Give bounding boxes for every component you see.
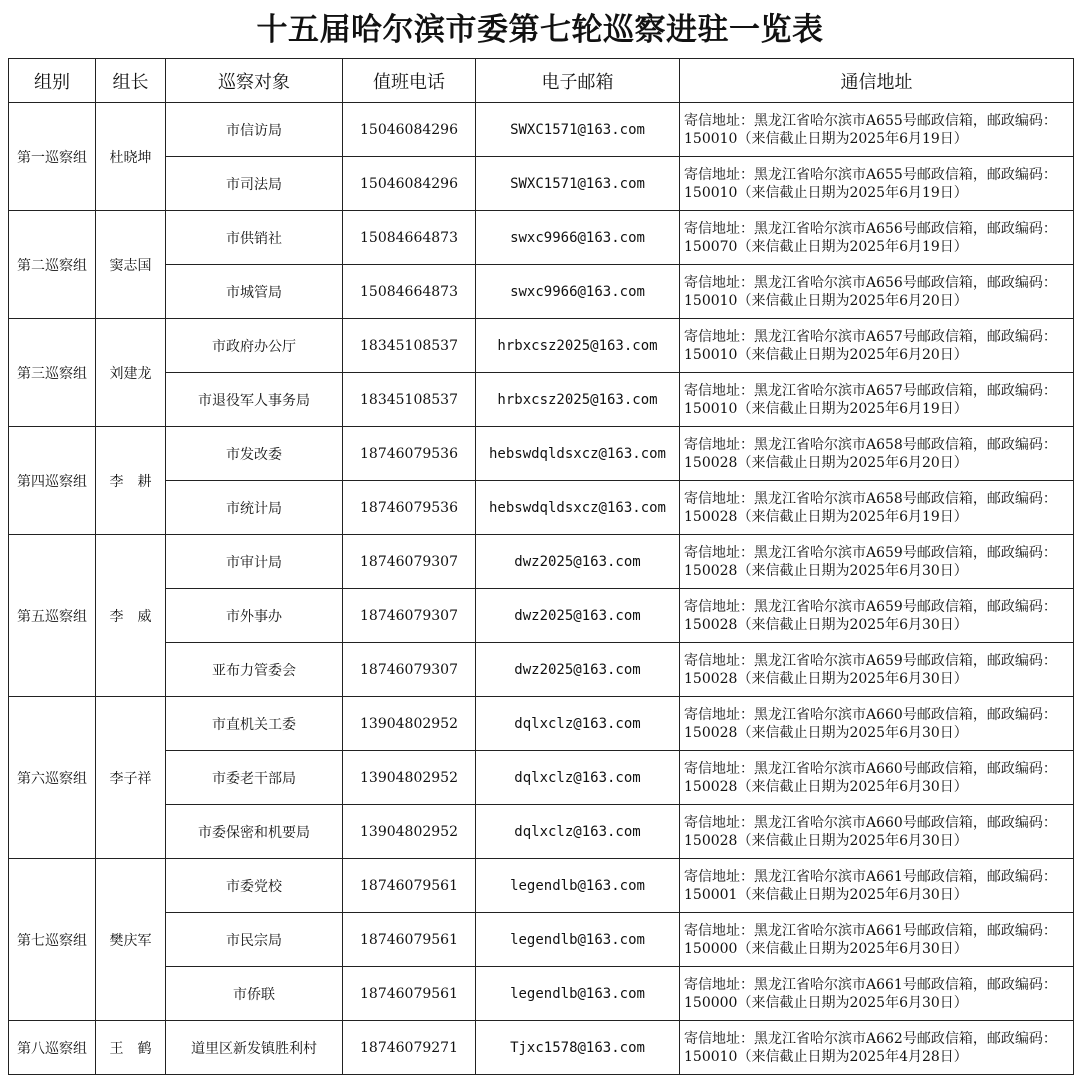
target-cell: 市供销社 [166,211,343,265]
target-cell: 市外事办 [166,589,343,643]
target-cell: 市委保密和机要局 [166,805,343,859]
address-cell: 寄信地址：黑龙江省哈尔滨市A657号邮政信箱，邮政编码：150010（来信截止日期为2025年6月19日） [680,373,1074,427]
address-cell: 寄信地址：黑龙江省哈尔滨市A656号邮政信箱，邮政编码：150010（来信截止日期为2025年6月20日） [680,265,1074,319]
table-row [9,103,1074,157]
phone-cell: 18746079536 [343,427,476,481]
phone-cell: 15084664873 [343,265,476,319]
phone-cell: 18746079561 [343,859,476,913]
target-cell: 市审计局 [166,535,343,589]
group-leader-cell: 刘建龙 [96,319,166,427]
email-cell: swxc9966@163.com [476,211,680,265]
address-cell: 寄信地址：黑龙江省哈尔滨市A662号邮政信箱，邮政编码：150010（来信截止日期为2025年4月28日） [680,1021,1074,1075]
address-cell: 寄信地址：黑龙江省哈尔滨市A655号邮政信箱，邮政编码：150010（来信截止日期为2025年6月19日） [680,157,1074,211]
table-row [9,805,1074,859]
address-cell: 寄信地址：黑龙江省哈尔滨市A656号邮政信箱，邮政编码：150070（来信截止日期为2025年6月19日） [680,211,1074,265]
phone-cell: 18746079561 [343,913,476,967]
inspection-table [8,58,1074,1075]
address-cell: 寄信地址：黑龙江省哈尔滨市A661号邮政信箱，邮政编码：150000（来信截止日期为2025年6月30日） [680,967,1074,1021]
table-row [9,751,1074,805]
email-cell: legendlb@163.com [476,859,680,913]
phone-cell: 15084664873 [343,211,476,265]
group-name-cell: 第四巡察组 [9,427,96,535]
group-leader-cell: 李 威 [96,535,166,697]
phone-cell: 15046084296 [343,157,476,211]
phone-cell: 13904802952 [343,805,476,859]
group-name-cell: 第一巡察组 [9,103,96,211]
address-cell: 寄信地址：黑龙江省哈尔滨市A657号邮政信箱，邮政编码：150010（来信截止日期为2025年6月20日） [680,319,1074,373]
phone-cell: 18746079536 [343,481,476,535]
group-leader-cell: 李 耕 [96,427,166,535]
group-leader-cell: 杜晓坤 [96,103,166,211]
header-address: 通信地址 [680,59,1074,103]
target-cell: 市司法局 [166,157,343,211]
table-row [9,913,1074,967]
phone-cell: 18746079561 [343,967,476,1021]
email-cell: dqlxclz@163.com [476,805,680,859]
address-cell: 寄信地址：黑龙江省哈尔滨市A655号邮政信箱，邮政编码：150010（来信截止日期为2025年6月19日） [680,103,1074,157]
email-cell: SWXC1571@163.com [476,157,680,211]
email-cell: SWXC1571@163.com [476,103,680,157]
phone-cell: 13904802952 [343,697,476,751]
table-header-row [9,59,1074,103]
address-cell: 寄信地址：黑龙江省哈尔滨市A660号邮政信箱，邮政编码：150028（来信截止日期为2025年6月30日） [680,805,1074,859]
header-group: 组别 [9,59,96,103]
target-cell: 市直机关工委 [166,697,343,751]
table-row [9,643,1074,697]
group-leader-cell: 樊庆军 [96,859,166,1021]
group-name-cell: 第八巡察组 [9,1021,96,1075]
email-cell: hebswdqldsxcz@163.com [476,481,680,535]
page-title: 十五届哈尔滨市委第七轮巡察进驻一览表 [256,12,824,48]
group-name-cell: 第五巡察组 [9,535,96,697]
address-cell: 寄信地址：黑龙江省哈尔滨市A658号邮政信箱，邮政编码：150028（来信截止日期为2025年6月20日） [680,427,1074,481]
group-name-cell: 第三巡察组 [9,319,96,427]
target-cell: 市退役军人事务局 [166,373,343,427]
table-row [9,481,1074,535]
email-cell: dqlxclz@163.com [476,697,680,751]
table-row [9,589,1074,643]
table-row [9,265,1074,319]
email-cell: dwz2025@163.com [476,589,680,643]
address-cell: 寄信地址：黑龙江省哈尔滨市A660号邮政信箱，邮政编码：150028（来信截止日期为2025年6月30日） [680,697,1074,751]
group-leader-cell: 李子祥 [96,697,166,859]
phone-cell: 18746079307 [343,589,476,643]
target-cell: 市发改委 [166,427,343,481]
target-cell: 市民宗局 [166,913,343,967]
address-cell: 寄信地址：黑龙江省哈尔滨市A661号邮政信箱，邮政编码：150001（来信截止日期为2025年6月30日） [680,859,1074,913]
address-cell: 寄信地址：黑龙江省哈尔滨市A658号邮政信箱，邮政编码：150028（来信截止日期为2025年6月19日） [680,481,1074,535]
email-cell: legendlb@163.com [476,913,680,967]
email-cell: dqlxclz@163.com [476,751,680,805]
email-cell: hrbxcsz2025@163.com [476,319,680,373]
target-cell: 市统计局 [166,481,343,535]
group-name-cell: 第七巡察组 [9,859,96,1021]
phone-cell: 18746079271 [343,1021,476,1075]
target-cell: 市侨联 [166,967,343,1021]
group-name-cell: 第六巡察组 [9,697,96,859]
table-row [9,427,1074,481]
table-row [9,859,1074,913]
phone-cell: 18345108537 [343,319,476,373]
phone-cell: 13904802952 [343,751,476,805]
header-leader: 组长 [96,59,166,103]
group-leader-cell: 王 鹤 [96,1021,166,1075]
table-row [9,535,1074,589]
email-cell: swxc9966@163.com [476,265,680,319]
table-row [9,967,1074,1021]
table-row [9,373,1074,427]
address-cell: 寄信地址：黑龙江省哈尔滨市A659号邮政信箱，邮政编码：150028（来信截止日期为2025年6月30日） [680,535,1074,589]
target-cell: 道里区新发镇胜利村 [166,1021,343,1075]
address-cell: 寄信地址：黑龙江省哈尔滨市A659号邮政信箱，邮政编码：150028（来信截止日期为2025年6月30日） [680,589,1074,643]
address-cell: 寄信地址：黑龙江省哈尔滨市A661号邮政信箱，邮政编码：150000（来信截止日期为2025年6月30日） [680,913,1074,967]
email-cell: hrbxcsz2025@163.com [476,373,680,427]
address-cell: 寄信地址：黑龙江省哈尔滨市A660号邮政信箱，邮政编码：150028（来信截止日期为2025年6月30日） [680,751,1074,805]
phone-cell: 18746079307 [343,535,476,589]
phone-cell: 18746079307 [343,643,476,697]
target-cell: 市信访局 [166,103,343,157]
target-cell: 市政府办公厅 [166,319,343,373]
header-target: 巡察对象 [166,59,343,103]
header-phone: 值班电话 [343,59,476,103]
phone-cell: 15046084296 [343,103,476,157]
email-cell: dwz2025@163.com [476,535,680,589]
table-row [9,1021,1074,1075]
target-cell: 市委老干部局 [166,751,343,805]
table-row [9,697,1074,751]
table-row [9,211,1074,265]
email-cell: Tjxc1578@163.com [476,1021,680,1075]
table-row [9,157,1074,211]
target-cell: 市委党校 [166,859,343,913]
group-name-cell: 第二巡察组 [9,211,96,319]
email-cell: hebswdqldsxcz@163.com [476,427,680,481]
address-cell: 寄信地址：黑龙江省哈尔滨市A659号邮政信箱，邮政编码：150028（来信截止日期为2025年6月30日） [680,643,1074,697]
table-row [9,319,1074,373]
group-leader-cell: 窦志国 [96,211,166,319]
email-cell: legendlb@163.com [476,967,680,1021]
email-cell: dwz2025@163.com [476,643,680,697]
header-email: 电子邮箱 [476,59,680,103]
target-cell: 市城管局 [166,265,343,319]
target-cell: 亚布力管委会 [166,643,343,697]
phone-cell: 18345108537 [343,373,476,427]
